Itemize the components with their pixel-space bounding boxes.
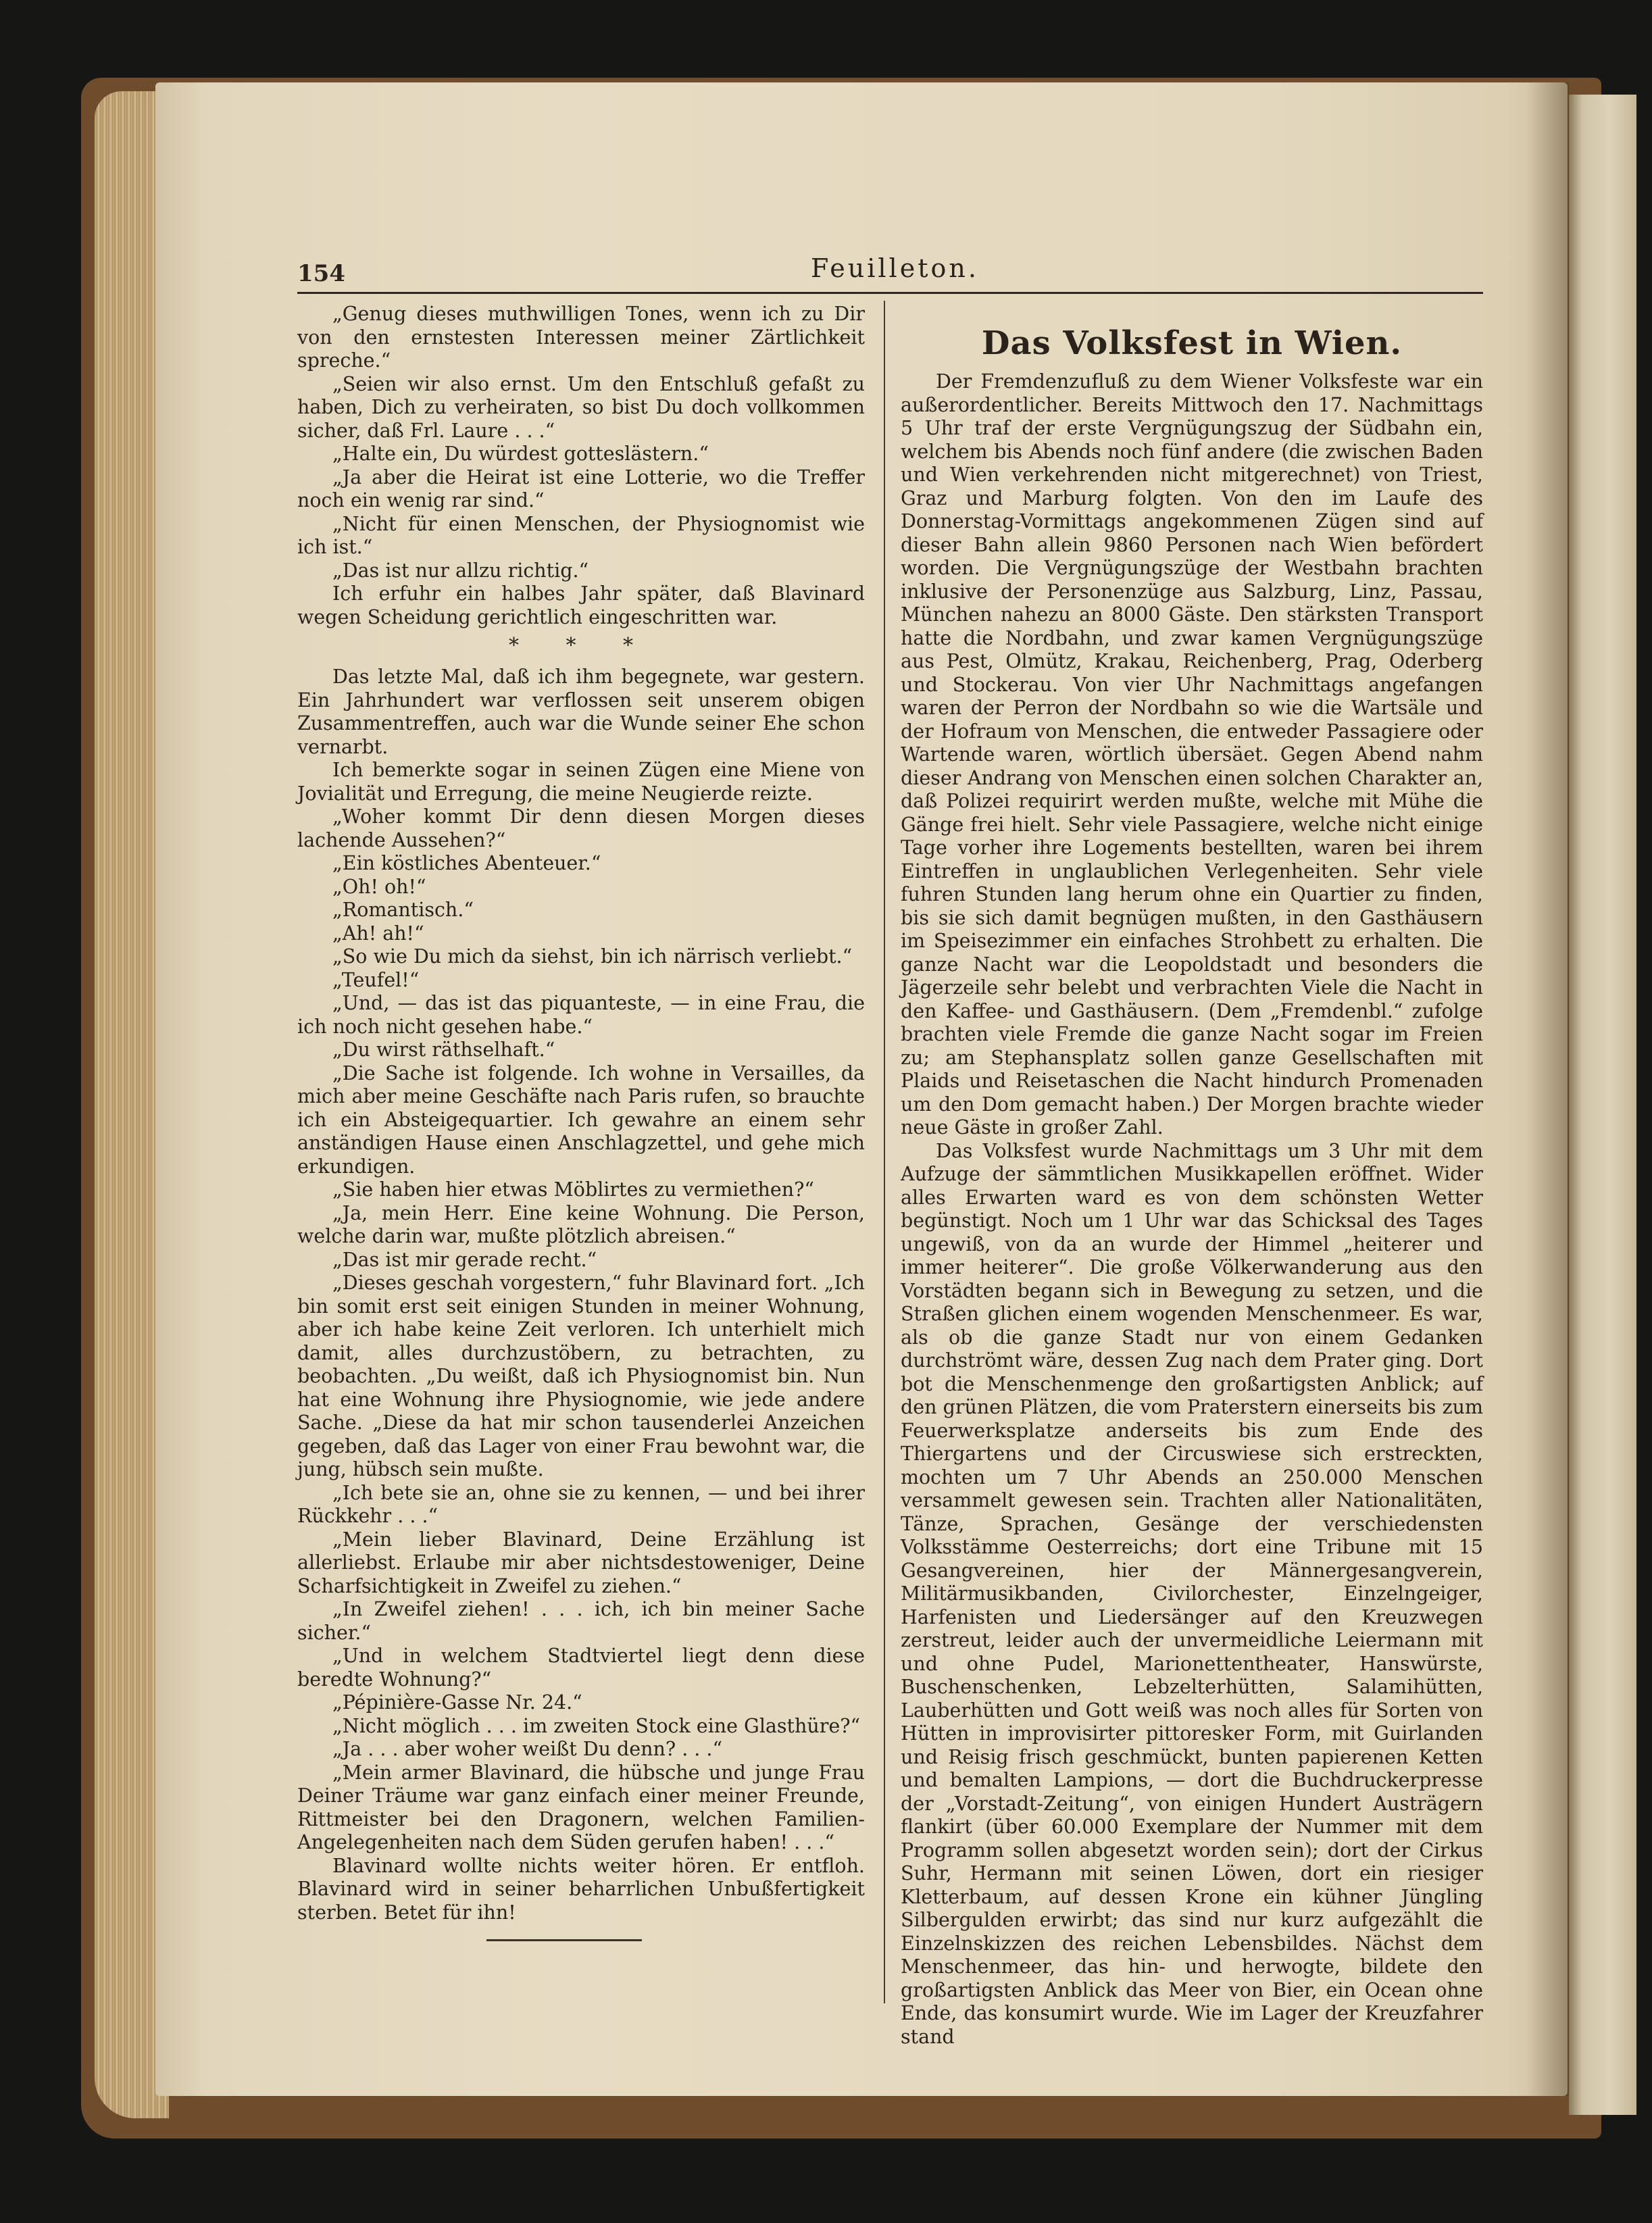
- section-separator: * * *: [508, 634, 654, 657]
- paragraph: „Halte ein, Du würdest gotteslästern.“: [332, 443, 709, 465]
- article-title: Das Volksfest in Wien.: [981, 324, 1403, 362]
- paragraph: „Ein köstliches Abenteuer.“: [332, 852, 601, 874]
- paragraph: „Sie haben hier etwas Möblirtes zu vermiethen?“: [332, 1178, 814, 1201]
- paragraph: „So wie Du mich da siehst, bin ich närrisch verliebt.“: [332, 945, 853, 968]
- paragraph: „Du wirst räthselhaft.“: [332, 1039, 555, 1061]
- paragraph: „Ja aber die Heirat ist eine Lotterie, wo die Treffer noch ein wenig rar sind.“: [297, 466, 865, 511]
- gutter-shadow: [1527, 82, 1569, 2096]
- left-column: [297, 303, 865, 1924]
- paragraph: Blavinard wollte nichts weiter hören. Er entfloh. Blavinard wird in seiner beharrlichen Unbußfertigkeit sterben. Betet für ihn!: [297, 1854, 865, 1924]
- paragraph: „Das ist nur allzu richtig.“: [332, 559, 589, 582]
- paragraph: „Dieses geschah vorgestern,“ fuhr Blavinard fort. „Ich bin somit erst seit einigen Stunden in meiner Wohnung, aber ich habe keine Zeit verloren. Ich unterhielt mich damit, alles durchzustöbern, zu betrachten, zu beobachten. „Du weißt, daß ich Physiognomist bin. Nun hat eine Wohnung ihre Physiognomie, wie jede andere Sache. „Diese da hat mir schon tausenderlei Anzeichen gegeben, daß das Lager von einer Frau bewohnt war, die jung, hübsch sein mußte.: [297, 1272, 865, 1480]
- paragraph: „Romantisch.“: [332, 899, 474, 921]
- paragraph: „In Zweifel ziehen! . . . ich, ich bin meiner Sache sicher.“: [297, 1598, 865, 1644]
- paragraph: „Mein lieber Blavinard, Deine Erzählung ist allerliebst. Erlaube mir aber nichtsdestoweniger, Deine Scharfsichtigkeit in Zweifel zu ziehen.“: [297, 1528, 865, 1597]
- paragraph: „Ja, mein Herr. Eine keine Wohnung. Die Person, welche darin war, mußte plötzlich abreisen.“: [297, 1201, 865, 1247]
- running-head: Feuilleton.: [811, 253, 979, 283]
- paragraph: „Ah! ah!“: [332, 922, 424, 945]
- paragraph: „Genug dieses muthwilligen Tones, wenn ich zu Dir von den ernstesten Interessen meiner Zärtlichkeit spreche.“: [297, 303, 865, 372]
- paragraph: Das letzte Mal, daß ich ihm begegnete, war gestern. Ein Jahrhundert war verflossen seit unserem obigen Zusammentreffen, auch war die Wunde seiner Ehe schon vernarbt.: [297, 666, 865, 758]
- paragraph: „Oh! oh!“: [332, 875, 426, 898]
- column-divider: [884, 301, 885, 2003]
- paragraph: Ich erfuhr ein halbes Jahr später, daß Blavinard wegen Scheidung gerichtlich eingeschritten war.: [297, 582, 865, 628]
- paragraph: „Ich bete sie an, ohne sie zu kennen, — und bei ihrer Rückkehr . . .“: [297, 1481, 865, 1527]
- paragraph: „Die Sache ist folgende. Ich wohne in Versailles, da mich aber meine Geschäfte nach Paris rufen, so brauchte ich ein Absteigequartier. Ich gewahre an einem sehr anständigen Hause einen Anschlagzettel, und gehe mich erkundigen.: [297, 1061, 865, 1178]
- paragraph: „Nicht für einen Menschen, der Physiognomist wie ich ist.“: [297, 512, 865, 558]
- paragraph: „Und, — das ist das piquanteste, — in eine Frau, die ich noch nicht gesehen habe.“: [297, 992, 865, 1038]
- paragraph: Der Fremdenzufluß zu dem Wiener Volksfeste war ein außerordentlicher. Bereits Mittwoch den 17. Nachmittags 5 Uhr traf der erste Vergnügungszug der Südbahn ein, welchem bis Abends noch fünf andere (die zwischen Baden und Wien verkehrenden nicht mitgerechnet) von Triest, Graz und Marburg folgten. Von den im Laufe des Donnerstag-Vormittags angekommenen Zügen sind auf dieser Bahn allein 9860 Personen nach Wien befördert worden. Die Vergnügungszüge der Westbahn brachten inklusive der Personenzüge aus Salzburg, Linz, Passau, München nahezu an 8000 Gäste. Den stärksten Transport hatte die Nordbahn, und zwar kamen Vergnügungszüge aus Pest, Olmütz, Krakau, Reichenberg, Prag, Oderberg und Stockerau. Von vier Uhr Nachmittags angefangen waren der Perron der Nordbahn so wie die Wartsäle und der Hofraum von Menschen, die entweder Passagiere oder Wartende waren, wörtlich übersäet. Gegen Abend nahm dieser Andrang von Menschen einen solchen Charakter an, daß Polizei requirirt werden mußte, welche mit Mühe die Gänge frei hielt. Sehr viele Passagiere, welche nicht einige Tage vorher ihre Logements bestellten, waren bei ihrem Eintreffen in unglaublichen Verlegenheiten. Sehr viele fuhren Stunden lang herum ohne ein Quartier zu finden, bis sie sich damit begnügen mußten, in den Gasthäusern im Speisezimmer ein einfaches Strohbett zu erhalten. Die ganze Nacht war die Leopoldstadt und besonders die Jägerzeile sehr belebt und verbrachten Viele die Nacht in den Kaffee- und Gasthäusern. (Dem „Fremdenbl.“ zufolge brachten viele Fremde die ganze Nacht sogar im Freien zu; am Stephansplatz sollen ganze Gesellschaften mit Plaids und Reisetaschen die Nacht hindurch Promenaden um den Dom gemacht haben.) Der Morgen brachte wieder neue Gäste in großer Zahl.: [901, 370, 1483, 1139]
- paragraph: Das Volksfest wurde Nachmittags um 3 Uhr mit dem Aufzuge der sämmtlichen Musikkapellen eröffnet. Wider alles Erwarten ward es von dem schönsten Wetter begünstigt. Noch um 1 Uhr war das Schicksal des Tages ungewiß, von da an wurde der Himmel „heiterer und immer heiterer“. Die große Völkerwanderung aus den Vorstädten begann sich in Bewegung zu setzen, und die Straßen glichen einem wogenden Menschenmeer. Es war, als ob die ganze Stadt nur von einem Gedanken durchströmt wäre, dessen Zug nach dem Prater ging. Dort bot die Menschenmenge den großartigsten Anblick; auf den grünen Plätzen, die vom Praterstern einerseits bis zum Feuerwerksplatze anderseits bis zum Ende des Thiergartens und der Circuswiese sich erstreckten, mochten um 7 Uhr Abends an 250.000 Menschen versammelt gewesen sein. Trachten aller Nationalitäten, Tänze, Sprachen, Gesänge der verschiedensten Volksstämme Oesterreichs; dort eine Tribune mit 15 Gesangvereinen, hier der Männergesangverein, Militärmusikbanden, Civilorchester, Einzelngeiger, Harfenisten und Liedersänger auf den Kreuzwegen zerstreut, leider auch der unvermeidliche Leiermann mit und ohne Pudel, Marionettentheater, Hanswürste, Buschenschenken, Lebzelterhütten, Salamihütten, Lauberhütten und Gott weiß was noch alles für Sorten von Hütten in improvisirter pittoresker Form, mit Guirlanden und Reisig frisch geschmückt, bunten papierenen Ketten und bemalten Lampions, — dort die Buchdruckerpresse der „Vorstadt-Zeitung“, von einigen Hundert Austrägern flankirt (über 60.000 Exemplare der Nummer mit dem Programm sollen abgesetzt worden sein); dort der Cirkus Suhr, Hermann mit seinen Löwen, dort ein riesiger Kletterbaum, auf dessen Krone ein kühner Jüngling Silbergulden erwirbt; das sind nur kurz aufgezählt die Einzelnskizzen des reichen Lebensbildes. Nächst dem Menschenmeer, das hin- und herwogte, bildete den großartigsten Anblick das Meer von Bier, ein Ocean ohne Ende, das konsumirt wurde. Wie im Lager der Kreuzfahrer stand: [901, 1139, 1483, 2048]
- paragraph: „Teufel!“: [332, 968, 420, 991]
- page-number: 154: [297, 260, 345, 287]
- right-column: [901, 303, 1483, 2049]
- paragraph: „Pépinière-Gasse Nr. 24.“: [332, 1691, 582, 1714]
- paragraph: „Und in welchem Stadtviertel liegt denn diese beredte Wohnung?“: [297, 1645, 865, 1691]
- paragraph: „Woher kommt Dir denn diesen Morgen dieses lachende Aussehen?“: [297, 805, 865, 851]
- paragraph: „Seien wir also ernst. Um den Entschluß gefaßt zu haben, Dich zu verheiraten, so bist Du doch vollkommen sicher, daß Frl. Laure . . .“: [297, 372, 865, 442]
- end-rule: [486, 1939, 642, 1941]
- header-rule: [297, 292, 1483, 294]
- paragraph: „Das ist mir gerade recht.“: [332, 1248, 597, 1271]
- facing-page-edge: [1569, 95, 1636, 2115]
- paragraph: Ich bemerkte sogar in seinen Zügen eine Miene von Jovialität und Erregung, die meine Neugierde reizte.: [297, 759, 865, 805]
- paragraph: „Mein armer Blavinard, die hübsche und junge Frau Deiner Träume war ganz einfach einer meiner Freunde, Rittmeister bei den Dragonern, welchen Familien-Angelegenheiten nach dem Süden gerufen haben! . . .“: [297, 1761, 865, 1853]
- paragraph: „Nicht möglich . . . im zweiten Stock eine Glasthüre?“: [332, 1714, 861, 1737]
- paragraph: „Ja . . . aber woher weißt Du denn? . . .“: [332, 1738, 723, 1760]
